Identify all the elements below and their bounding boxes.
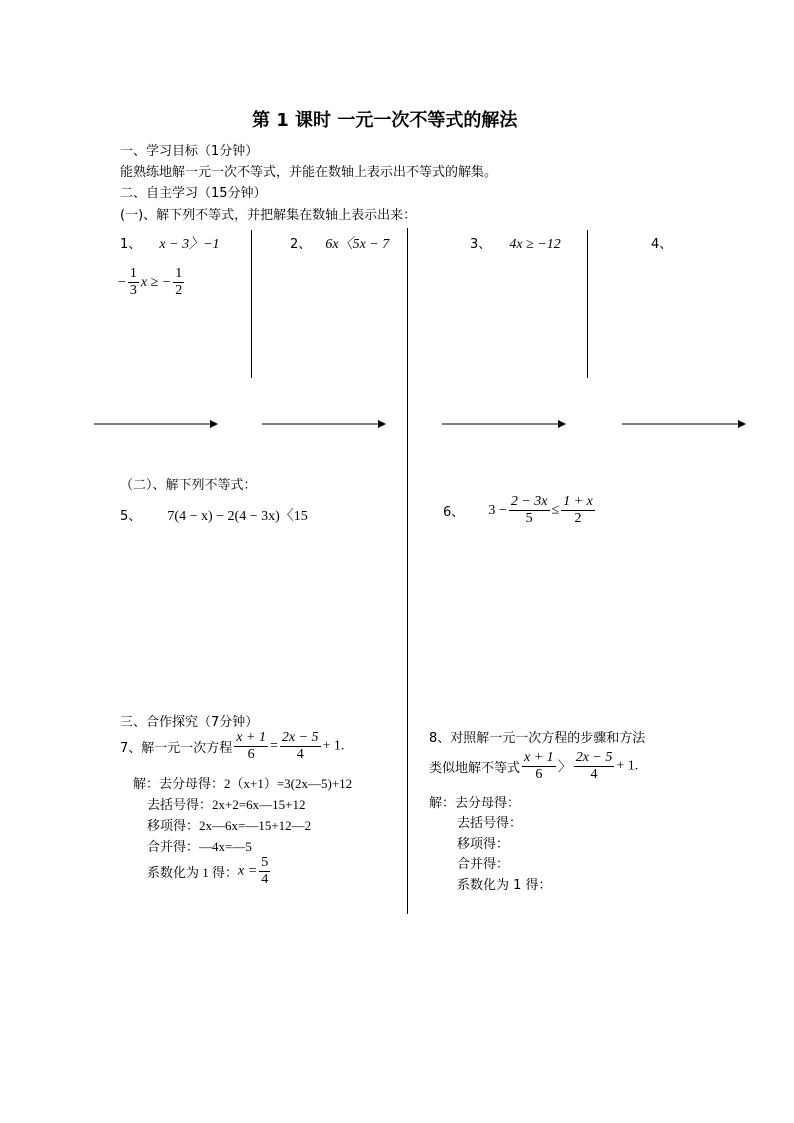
number-line-2 (262, 418, 386, 430)
item-5-expr: 7(4 − x) − 2(4 − 3x)〈15 (167, 509, 308, 524)
section1-heading: 一、学习目标（1分钟） (120, 144, 259, 159)
section2-heading: 二、自主学习（15分钟） (120, 186, 267, 201)
divider-1 (251, 230, 252, 378)
item-8-step-5: 系数化为 1 得： (457, 878, 552, 893)
item-1 (120, 233, 220, 253)
item-4-number: 4、 (651, 237, 673, 252)
number-line-4 (622, 418, 746, 430)
item-7-equation: 7、解一元一次方程 $\frac{x + 1}{6}$ = $\frac{2x - 5}{4}$ + 1. (120, 730, 345, 762)
item-3-number: 3、 (470, 237, 492, 252)
item-4-expr: − $\frac{1}{3}$ x ≥ − $\frac{1}{2}$ (118, 266, 183, 298)
section3-heading: 三、合作探究（7分钟） (120, 715, 259, 730)
item-8-step-4: 合并得： (457, 857, 510, 872)
item-8-lead: 8、对照解一元一次方程的步骤和方法 (429, 731, 646, 746)
item-7-step-3: 移项得：2x—6x=—15+12—2 (147, 818, 312, 833)
part2-instruction: （二）、解下列不等式： (120, 478, 257, 493)
item-2 (290, 233, 389, 253)
page-title: 第 1 课时 一元一次不等式的解法 (252, 110, 518, 131)
section1-text: 能熟练地解一元一次不等式，并能在数轴上表示出不等式的解集。 (120, 165, 498, 180)
item-2-number: 2、 (290, 237, 312, 252)
item-3 (470, 233, 561, 253)
item-6: 6、 3 − $\frac{2 - 3x}{5}$ ≤ $\frac{1 + x}{2}$ (443, 494, 593, 526)
part1-instruction: (一)、解下列不等式，并把解集在数轴上表示出来： (120, 208, 417, 223)
item-8-step-1: 解：去分母得： (429, 796, 521, 811)
item-2-expr: 6x〈5x − 7 (325, 237, 390, 252)
divider-center (407, 228, 408, 914)
item-7-step-5: 系数化为 1 得：x = $\frac{5}{4}$ (147, 855, 269, 887)
item-1-number: 1、 (120, 237, 142, 252)
item-7-step-1: 解：去分母得：2（x+1）=3(2x—5)+12 (133, 776, 353, 791)
item-8-step-2: 去括号得： (457, 816, 523, 831)
divider-3 (587, 230, 588, 378)
number-line-3 (442, 418, 566, 430)
item-6-number: 6、 (443, 505, 465, 520)
item-1-expr: x − 3〉−1 (159, 237, 220, 252)
item-8-step-3: 移项得： (457, 837, 510, 852)
number-line-1 (94, 418, 218, 430)
item-8-inequality: 类似地解不等式 $\frac{x + 1}{6}$ 〉 $\frac{2x - 5}{4}$ + 1. (429, 750, 639, 782)
item-7-step-2: 去括号得：2x+2=6x—15+12 (147, 797, 306, 812)
item-5 (120, 505, 308, 525)
item-3-expr: 4x ≥ −12 (509, 237, 561, 252)
item-7-step-4: 合并得：—4x=—5 (147, 839, 252, 854)
item-5-number: 5、 (120, 509, 142, 524)
